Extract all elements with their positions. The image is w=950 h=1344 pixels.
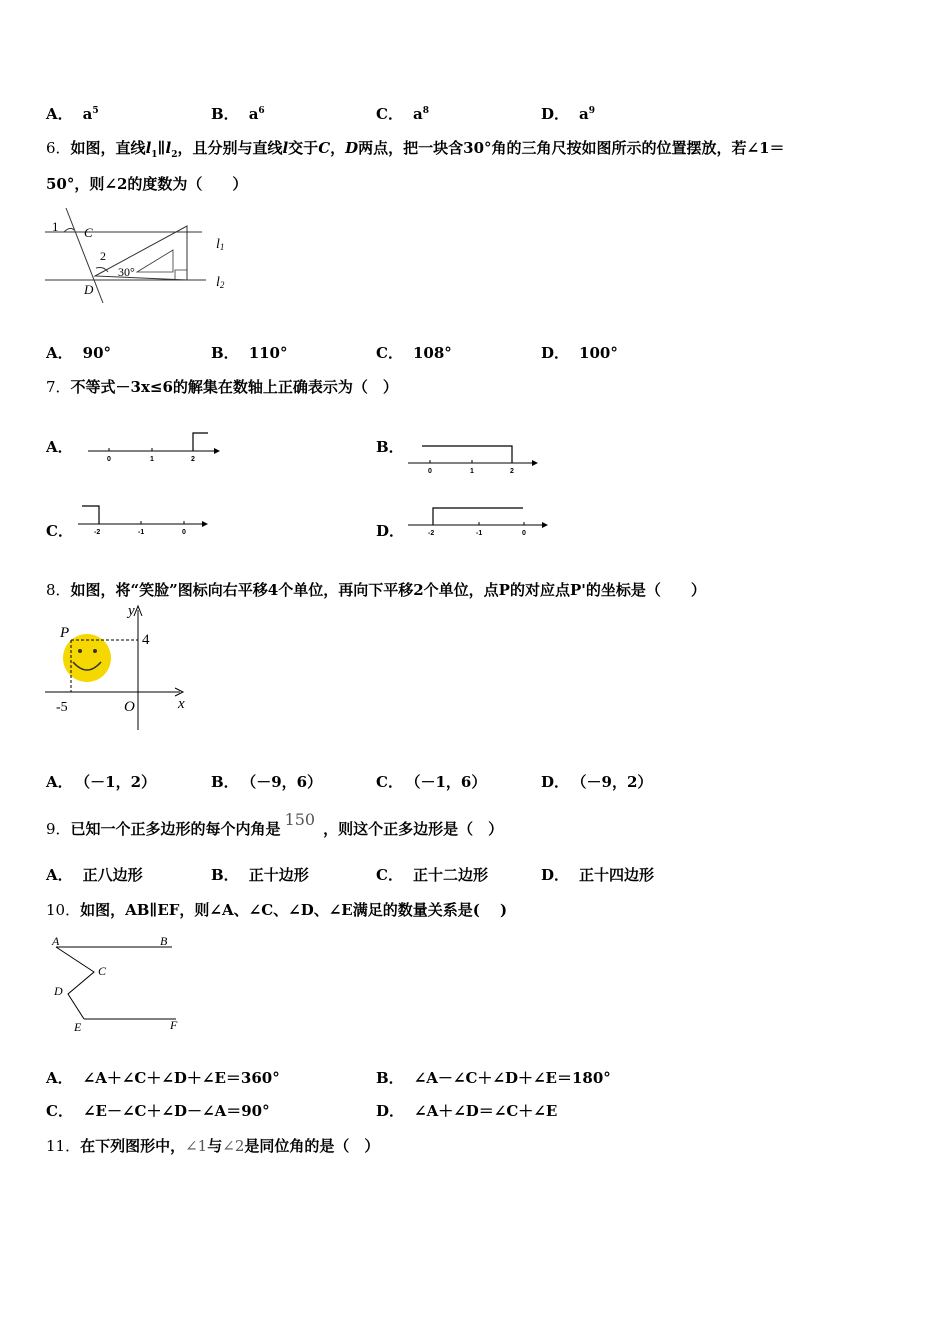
q5-option-d[interactable]: D． $a^9$: [541, 105, 596, 123]
label-c: C: [98, 964, 107, 978]
q6-option-a[interactable]: A． 90°: [46, 344, 112, 362]
q7-option-b[interactable]: B．: [376, 438, 404, 456]
q7-number-line-c: [78, 500, 218, 538]
q9-stem: 9．已知一个正多边形的每个内角是 150 ，则这个正多边形是（ ）: [46, 810, 504, 838]
solution-ray: [433, 508, 523, 525]
q8-option-b[interactable]: B． （－9，6）: [211, 773, 323, 791]
q6-option-d[interactable]: D． 100°: [541, 344, 618, 362]
q9-option-d[interactable]: D． 正十四边形: [541, 866, 655, 884]
label-4: 4: [142, 632, 150, 648]
tick-label: -2: [94, 529, 101, 536]
label-y: y: [128, 603, 135, 619]
q8-figure: [40, 600, 200, 740]
label-30-degree: 30°: [118, 265, 135, 279]
q10-figure: [46, 928, 196, 1038]
q10-option-d[interactable]: D． ∠A＋∠D＝∠C＋∠E: [376, 1102, 558, 1120]
tick-label: -2: [428, 530, 435, 537]
q8-option-d[interactable]: D． （－9，2）: [541, 773, 653, 791]
tick-label: 2: [191, 456, 195, 463]
q7-number-line-b: [400, 438, 545, 474]
q7-number-line-a: [80, 424, 225, 464]
label-a: A: [52, 934, 60, 948]
q10-option-b[interactable]: B． ∠A－∠C＋∠D＋∠E＝180°: [376, 1069, 611, 1087]
axis-arrow: [214, 448, 220, 454]
triangle-ruler-inner: [137, 250, 173, 272]
q6-option-b[interactable]: B． 110°: [211, 344, 288, 362]
q8-option-a[interactable]: A． （－1，2）: [46, 773, 157, 791]
tick-label: 0: [107, 456, 111, 463]
smiley-face-icon: [63, 634, 111, 682]
q7-number-line-d: [404, 500, 554, 538]
zigzag-acde: [56, 947, 94, 1019]
label-p: P: [60, 625, 70, 641]
q6-stem-line1: 6．如图，直线$l_1\parallel l_2$，且分别与直线l交于C，D两点，把一块含30°角的三角尺按如图所示的位置摆放，若∠1＝: [46, 139, 785, 160]
solution-ray: [82, 506, 99, 524]
q10-option-c[interactable]: C． ∠E－∠C＋∠D－∠A＝90°: [46, 1102, 270, 1120]
label-l1: l1: [216, 237, 225, 252]
axis-arrow: [532, 460, 538, 466]
label-1: 1: [52, 219, 59, 234]
q9-option-b[interactable]: B． 正十边形: [211, 866, 309, 884]
label-b: B: [160, 934, 168, 948]
q11-stem: 11．在下列图形中，∠1与∠2是同位角的是（ ）: [46, 1137, 380, 1155]
angle-value: 150: [284, 810, 316, 829]
label-d: D: [84, 282, 94, 297]
q5-option-b[interactable]: B． $a^6$: [211, 105, 265, 123]
tick-label: 2: [510, 468, 514, 474]
label-c: C: [84, 225, 93, 240]
label-e: E: [74, 1020, 82, 1034]
q6-stem-line2: 50°，则∠2的度数为（ ）: [46, 175, 248, 193]
q10-option-a[interactable]: A． ∠A＋∠C＋∠D＋∠E＝360°: [46, 1069, 280, 1087]
q10-stem: 10．如图，AB∥EF，则∠A、∠C、∠D、∠E满足的数量关系是( ): [46, 901, 508, 919]
q6-figure: [40, 200, 250, 305]
label-l2: l2: [216, 275, 225, 290]
label-o: O: [124, 699, 135, 715]
label-d: D: [54, 984, 63, 998]
q9-option-a[interactable]: A． 正八边形: [46, 866, 143, 884]
axis-arrow: [202, 521, 208, 527]
tick-label: 1: [470, 468, 474, 474]
solution-ray: [422, 446, 512, 463]
angle-2-arc: [96, 268, 108, 273]
tick-label: -1: [476, 530, 483, 537]
label-f: F: [170, 1018, 178, 1032]
label-2: 2: [100, 249, 106, 263]
tick-label: 0: [182, 529, 186, 536]
q7-option-d[interactable]: D．: [376, 522, 405, 540]
tick-label: -1: [138, 529, 145, 536]
right-angle-mark: [175, 270, 187, 280]
tick-label: 1: [150, 456, 154, 463]
q5-option-a[interactable]: A． $a^5$: [46, 105, 99, 123]
tick-label: 0: [428, 468, 432, 474]
label-neg5: -5: [56, 700, 68, 715]
axis-arrow: [542, 522, 548, 528]
q6-option-c[interactable]: C． 108°: [376, 344, 452, 362]
q9-option-c[interactable]: C． 正十二边形: [376, 866, 488, 884]
q5-option-c[interactable]: C． $a^8$: [376, 105, 429, 123]
label-x: x: [178, 696, 185, 712]
q8-stem: 8．如图，将“笑脸”图标向右平移4个单位，再向下平移2个单位，点P的对应点P'的坐标是（ ）: [46, 581, 706, 599]
q7-option-c[interactable]: C．: [46, 522, 73, 540]
q7-option-a[interactable]: A．: [46, 438, 73, 456]
solution-ray: [193, 433, 208, 451]
angle-1-arc: [64, 228, 74, 232]
q7-stem: 7．不等式－3x≤6的解集在数轴上正确表示为（ ）: [46, 378, 398, 396]
tick-label: 0: [522, 530, 526, 537]
q8-option-c[interactable]: C． （－1，6）: [376, 773, 487, 791]
